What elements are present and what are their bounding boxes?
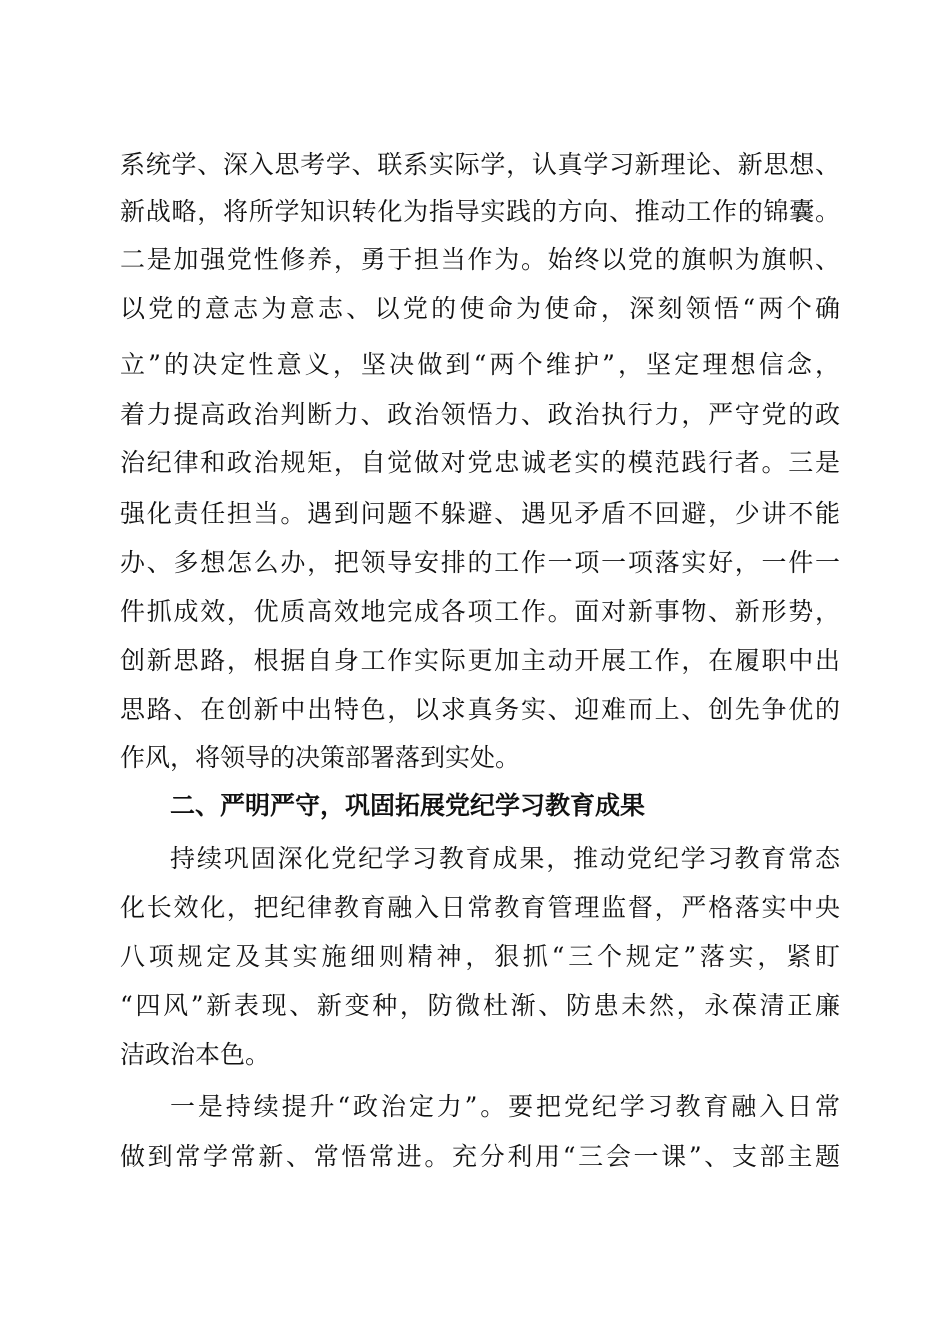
body-text-line: 持续巩固深化党纪学习教育成果，推动党纪学习教育常态 bbox=[170, 844, 840, 873]
body-text-line: “四风”新表现、新变种，防微杜渐、防患未然，永葆清正廉 bbox=[120, 991, 840, 1020]
body-text-line: 作风，将领导的决策部署落到实处。 bbox=[120, 743, 521, 772]
body-text-line: 创新思路，根据自身工作实际更加主动开展工作，在履职中出 bbox=[120, 646, 840, 675]
body-text-line: 立”的决定性意义，坚决做到“两个维护”，坚定理想信念， bbox=[120, 350, 840, 379]
body-text-line: 治纪律和政治规矩，自觉做对党忠诚老实的模范践行者。三是 bbox=[120, 448, 840, 477]
body-text-line: 思路、在创新中出特色，以求真务实、迎难而上、创先争优的 bbox=[120, 695, 840, 724]
body-text-line: 二是加强党性修养，勇于担当作为。始终以党的旗帜为旗帜、 bbox=[120, 245, 840, 274]
body-text-line: 一是持续提升“政治定力”。要把党纪学习教育融入日常 bbox=[170, 1092, 840, 1121]
body-text-line: 化长效化，把纪律教育融入日常教育管理监督，严格落实中央 bbox=[120, 893, 840, 922]
body-text-line: 强化责任担当。遇到问题不躲避、遇见矛盾不回避，少讲不能 bbox=[120, 499, 840, 528]
body-text-line: 办、多想怎么办，把领导安排的工作一项一项落实好，一件一 bbox=[120, 548, 840, 577]
section-heading: 二、严明严守，巩固拓展党纪学习教育成果 bbox=[170, 791, 646, 820]
body-text-line: 洁政治本色。 bbox=[120, 1040, 271, 1069]
body-text-line: 系统学、深入思考学、联系实际学，认真学习新理论、新思想、 bbox=[120, 150, 840, 179]
body-text-line: 新战略，将所学知识转化为指导实践的方向、推动工作的锦囊。 bbox=[120, 197, 840, 226]
body-text-line: 八项规定及其实施细则精神，狠抓“三个规定”落实，紧盯 bbox=[120, 942, 840, 971]
body-text-line: 以党的意志为意志、以党的使命为使命，深刻领悟“两个确 bbox=[120, 294, 840, 323]
body-text-line: 着力提高政治判断力、政治领悟力、政治执行力，严守党的政 bbox=[120, 400, 840, 429]
body-text-line: 做到常学常新、常悟常进。充分利用“三会一课”、支部主题 bbox=[120, 1142, 840, 1171]
body-text-line: 件抓成效，优质高效地完成各项工作。面对新事物、新形势， bbox=[120, 597, 840, 626]
